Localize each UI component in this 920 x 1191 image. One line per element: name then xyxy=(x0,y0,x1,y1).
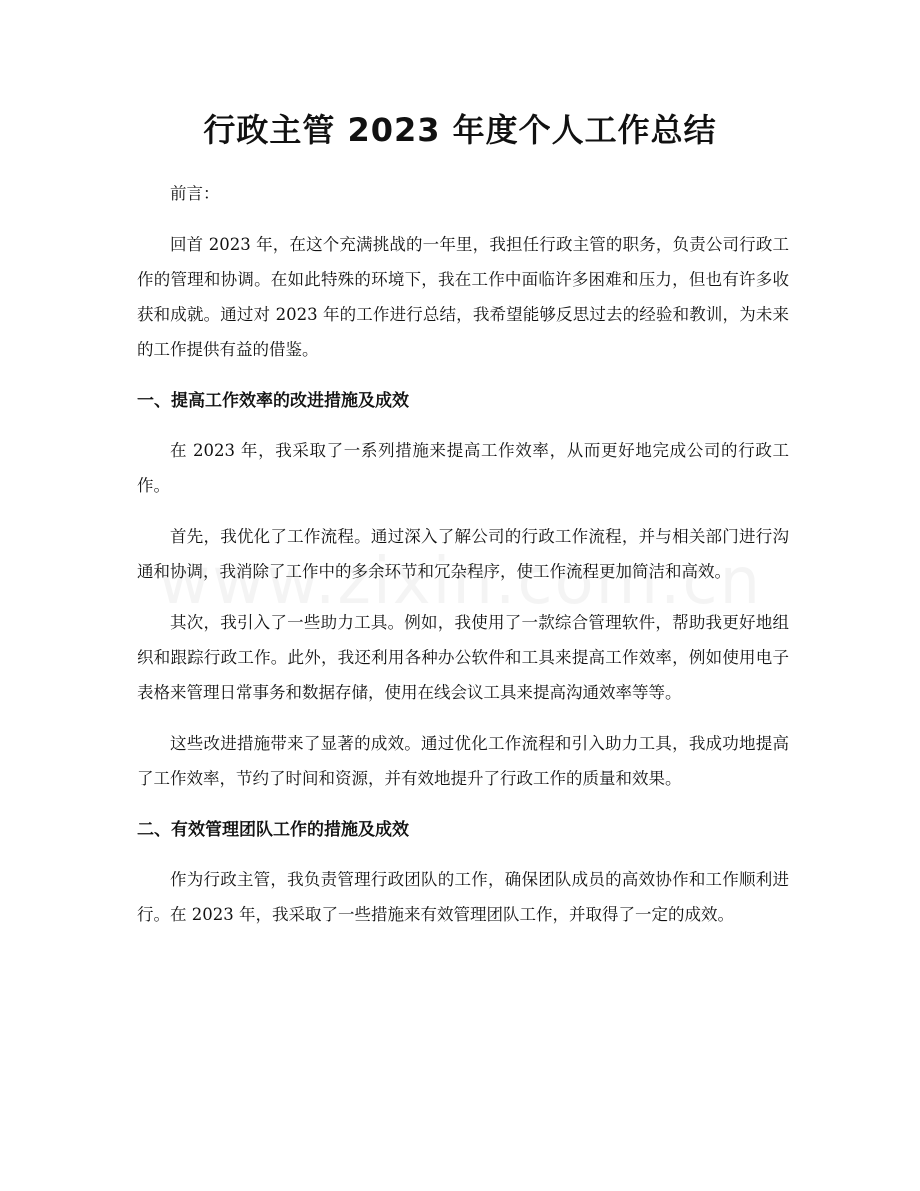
paragraph: 首先，我优化了工作流程。通过深入了解公司的行政工作流程，并与相关部门进行沟通和协调，我消除了工作中的多余环节和冗杂程序，使工作流程更加简洁和高效。 xyxy=(137,527,789,581)
document-body xyxy=(137,176,789,948)
paragraph: 作为行政主管，我负责管理行政团队的工作，确保团队成员的高效协作和工作顺利进行。在 2023 年，我采取了一些措施来有效管理团队工作，并取得了一定的成效。 xyxy=(137,870,789,924)
paragraph: 在 2023 年，我采取了一系列措施来提高工作效率，从而更好地完成公司的行政工作。 xyxy=(137,441,789,495)
section-heading-1: 一、提高工作效率的改进措施及成效 xyxy=(137,391,409,411)
preface-label: 前言： xyxy=(170,184,220,203)
paragraph: 这些改进措施带来了显著的成效。通过优化工作流程和引入助力工具，我成功地提高了工作效率，节约了时间和资源，并有效地提升了行政工作的质量和效果。 xyxy=(137,734,789,788)
document-title: 行政主管 2023 年度个人工作总结 xyxy=(203,111,717,149)
intro-paragraph: 回首 2023 年，在这个充满挑战的一年里，我担任行政主管的职务，负责公司行政工作的管理和协调。在如此特殊的环境下，我在工作中面临许多困难和压力，但也有许多收获和成就。通过对 2023 年的工作进行总结，我希望能够反思过去的经验和教训，为未来的工作提供有益的借鉴。 xyxy=(137,235,789,359)
paragraph: 其次，我引入了一些助力工具。例如，我使用了一款综合管理软件，帮助我更好地组织和跟踪行政工作。此外，我还利用各种办公软件和工具来提高工作效率，例如使用电子表格来管理日常事务和数据存储，使用在线会议工具来提高沟通效率等等。 xyxy=(137,613,789,702)
section-heading-2: 二、有效管理团队工作的措施及成效 xyxy=(137,820,409,840)
